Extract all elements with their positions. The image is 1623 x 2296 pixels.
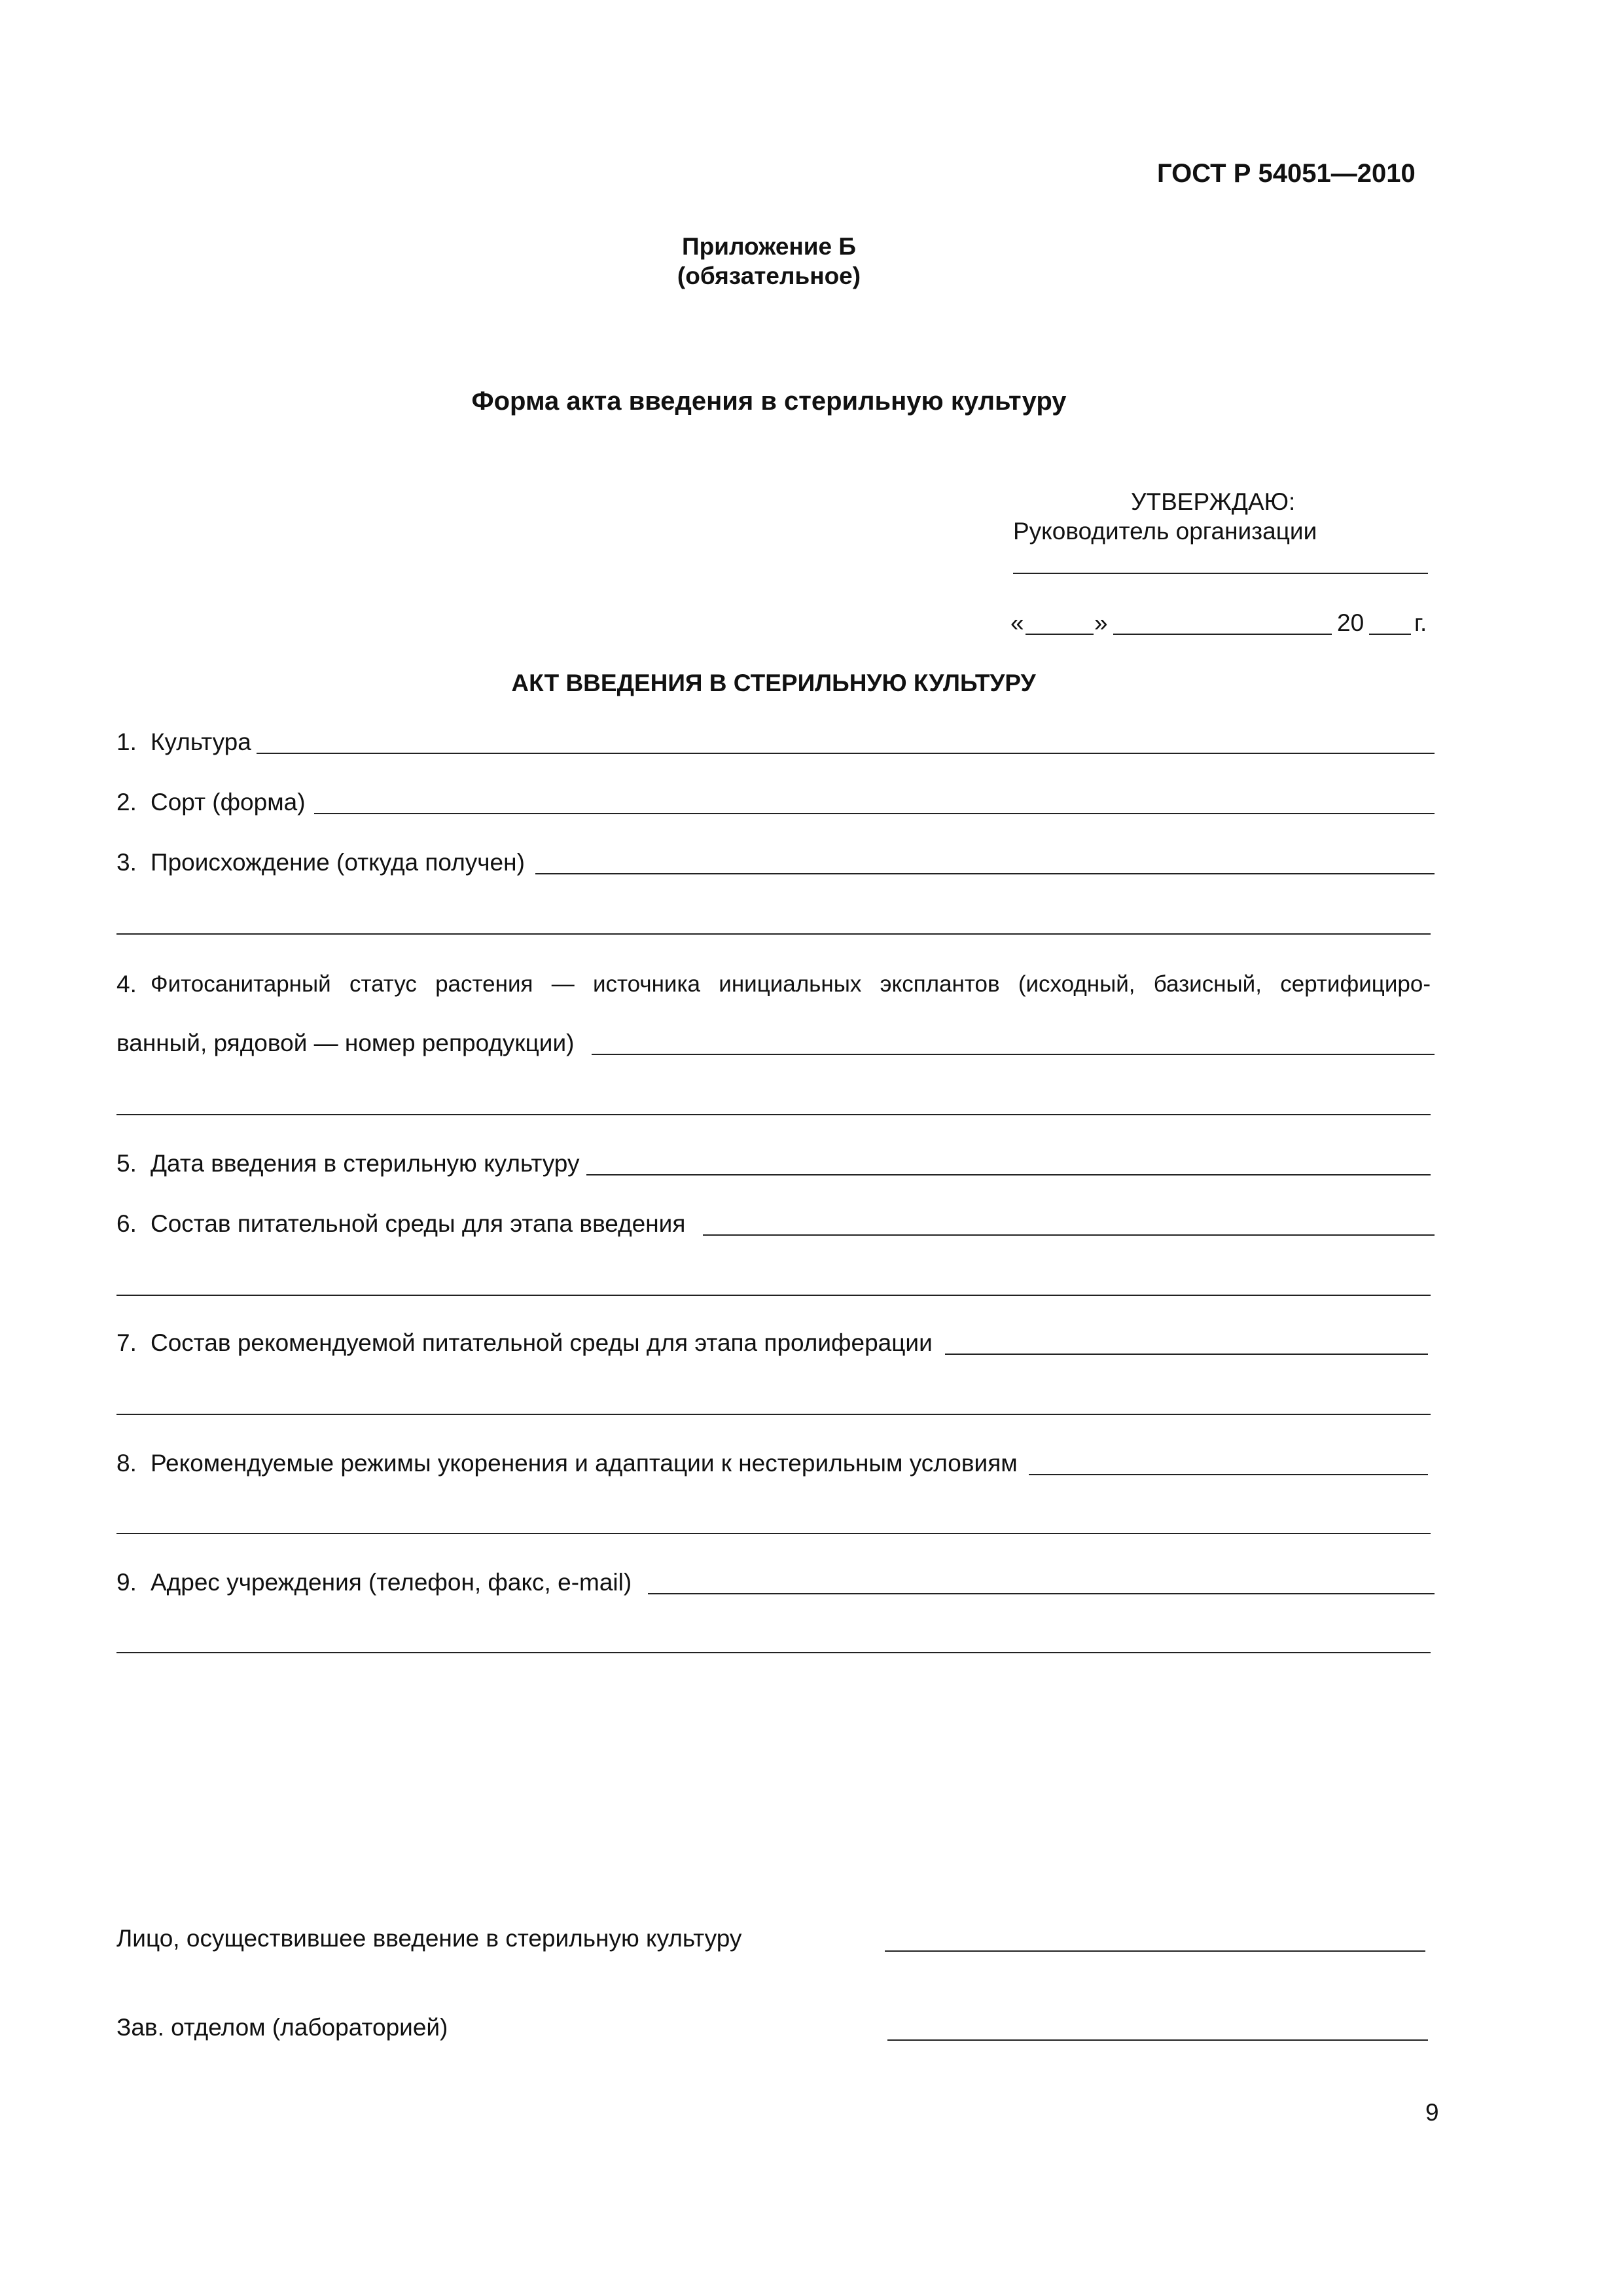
approver-position: Руководитель организации xyxy=(1013,518,1317,545)
date-day-field[interactable] xyxy=(1026,634,1094,635)
item-8-extra-line[interactable] xyxy=(116,1533,1431,1534)
date-year-prefix: 20 xyxy=(1337,609,1364,636)
item-9-number: 9. xyxy=(116,1569,137,1596)
item-4-continuation: ванный, рядовой — номер репродукции) xyxy=(116,1030,575,1056)
approver-signature-line[interactable] xyxy=(1013,573,1428,574)
item-7-label: Состав рекомендуемой питательной среды для этапа пролиферации xyxy=(151,1329,933,1356)
item-2-field[interactable] xyxy=(314,813,1435,814)
date-month-field[interactable] xyxy=(1113,634,1332,635)
date-open-quote: « xyxy=(1010,609,1024,636)
item-2-label: Сорт (форма) xyxy=(151,789,306,816)
item-4-field[interactable] xyxy=(592,1054,1435,1055)
item-6-field[interactable] xyxy=(703,1234,1435,1236)
item-4-number: 4. xyxy=(116,971,137,997)
date-year-suffix: г. xyxy=(1414,609,1427,636)
date-close-quote: » xyxy=(1094,609,1108,636)
item-3-label: Происхождение (откуда получен) xyxy=(151,849,525,876)
page-number: 9 xyxy=(1425,2099,1439,2126)
signature-performer-label: Лицо, осуществившее введение в стерильную культуру xyxy=(116,1925,742,1952)
signature-head-label: Зав. отделом (лабораторией) xyxy=(116,2014,448,2041)
item-7-number: 7. xyxy=(116,1329,137,1356)
form-title: Форма акта введения в стерильную культуру xyxy=(471,387,1067,416)
appendix-status: (обязательное) xyxy=(677,262,861,289)
item-6-label: Состав питательной среды для этапа введения xyxy=(151,1210,686,1237)
item-7-field[interactable] xyxy=(945,1354,1428,1355)
item-2-number: 2. xyxy=(116,789,137,816)
act-title: АКТ ВВЕДЕНИЯ В СТЕРИЛЬНУЮ КУЛЬТУРУ xyxy=(511,670,1036,696)
item-8-label: Рекомендуемые режимы укоренения и адаптации к нестерильным условиям xyxy=(151,1450,1018,1477)
item-9-extra-line[interactable] xyxy=(116,1652,1431,1653)
item-7-extra-line[interactable] xyxy=(116,1414,1431,1415)
item-1-number: 1. xyxy=(116,728,137,755)
item-5-label: Дата введения в стерильную культуру xyxy=(151,1150,580,1177)
item-3-number: 3. xyxy=(116,849,137,876)
item-9-field[interactable] xyxy=(648,1593,1435,1594)
date-year-field[interactable] xyxy=(1369,634,1411,635)
item-1-field[interactable] xyxy=(257,753,1435,754)
item-5-number: 5. xyxy=(116,1150,137,1177)
signature-performer-line[interactable] xyxy=(885,1950,1425,1952)
appendix-title: Приложение Б xyxy=(682,233,856,260)
item-6-extra-line[interactable] xyxy=(116,1295,1431,1296)
item-8-field[interactable] xyxy=(1029,1474,1428,1475)
item-4-extra-line[interactable] xyxy=(116,1114,1431,1115)
item-3-field[interactable] xyxy=(535,873,1435,874)
approve-label: УТВЕРЖДАЮ: xyxy=(1131,488,1296,515)
item-4-label: Фитосанитарный статус растения — источника инициальных эксплантов (исходный, базисный, сертифициро- xyxy=(151,971,1431,997)
item-8-number: 8. xyxy=(116,1450,137,1477)
signature-head-line[interactable] xyxy=(887,2039,1428,2041)
item-6-number: 6. xyxy=(116,1210,137,1237)
item-5-field[interactable] xyxy=(586,1174,1431,1175)
item-3-extra-line[interactable] xyxy=(116,933,1431,935)
item-9-label: Адрес учреждения (телефон, факс, e-mail) xyxy=(151,1569,632,1596)
item-1-label: Культура xyxy=(151,728,251,755)
standard-code: ГОСТ Р 54051—2010 xyxy=(1157,159,1416,188)
